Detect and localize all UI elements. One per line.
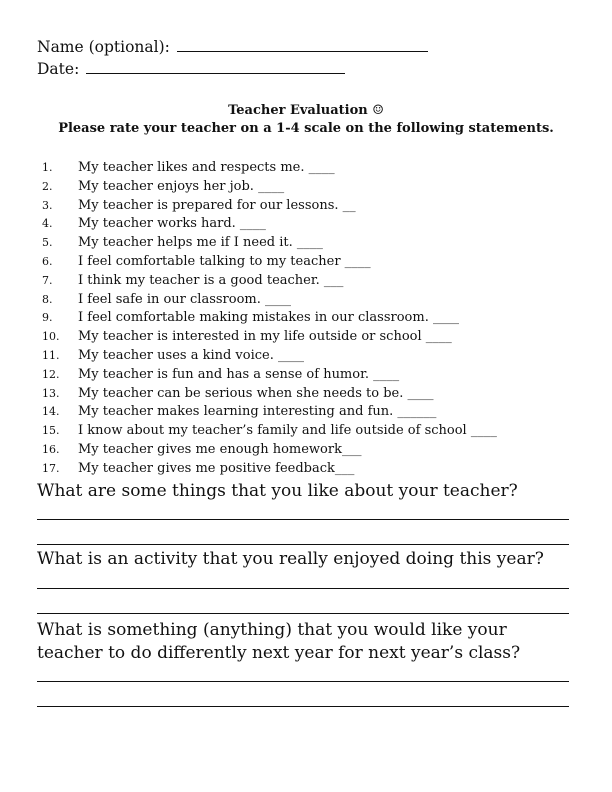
statement-text[interactable]: My teacher likes and respects me. ____ xyxy=(78,160,335,175)
statement-text[interactable]: My teacher is interested in my life outside or school ____ xyxy=(78,329,452,345)
statement-number: 14. xyxy=(42,405,60,419)
statement-text[interactable]: My teacher uses a kind voice. ____ xyxy=(78,347,305,363)
statement-text[interactable]: My teacher is prepared for our lessons. __ xyxy=(78,197,356,213)
question-like-about-teacher: What are some things that you like about your teacher? xyxy=(37,481,518,501)
question-do-differently: What is something (anything) that you would like your teacher to do differently next year for next year’s class? xyxy=(37,620,521,663)
statement-number: 15. xyxy=(42,424,60,438)
statement-text[interactable]: My teacher gives me enough homework___ xyxy=(78,441,362,457)
statement-text[interactable]: My teacher makes learning interesting and fun. ______ xyxy=(78,404,437,420)
statement-text[interactable]: My teacher works hard. ____ xyxy=(78,216,266,232)
statement-number: 8. xyxy=(42,292,53,306)
statement-text[interactable]: My teacher can be serious when she needs to be. ____ xyxy=(78,385,434,401)
statement-number: 7. xyxy=(42,273,53,287)
name-blank-line[interactable] xyxy=(177,39,428,52)
statement-number: 6. xyxy=(42,254,53,268)
statement-number: 1. xyxy=(42,161,53,174)
statement-number: 10. xyxy=(42,330,60,344)
statement-number: 9. xyxy=(42,311,53,325)
statement-text[interactable]: My teacher helps me if I need it. ____ xyxy=(78,235,323,251)
statement-text[interactable]: I feel comfortable making mistakes in our classroom. ____ xyxy=(78,310,459,326)
statement-number: 13. xyxy=(42,386,60,400)
statement-text[interactable]: My teacher gives me positive feedback___ xyxy=(78,460,355,476)
statement-number: 2. xyxy=(42,179,53,193)
answer-line[interactable] xyxy=(37,613,569,614)
answer-line[interactable] xyxy=(37,681,569,682)
statement-text[interactable]: I think my teacher is a good teacher. ___ xyxy=(78,272,344,288)
statement-text[interactable]: I know about my teacher’s family and life outside of school ____ xyxy=(78,423,497,439)
statement-number: 11. xyxy=(42,348,60,362)
statement-number: 3. xyxy=(42,198,53,212)
statement-text[interactable]: I feel comfortable talking to my teacher ____ xyxy=(78,253,371,269)
statement-text[interactable]: I feel safe in our classroom. ____ xyxy=(78,291,292,307)
statement-number: 17. xyxy=(42,461,60,475)
date-blank-line[interactable] xyxy=(86,61,345,74)
form-title: Teacher Evaluation ☺ xyxy=(228,103,384,118)
statement-number: 16. xyxy=(42,442,60,456)
date-field[interactable] xyxy=(37,60,345,78)
name-label: Name (optional): xyxy=(37,38,170,56)
answer-line[interactable] xyxy=(37,588,569,589)
question-enjoyed-activity: What is an activity that you really enjoyed doing this year? xyxy=(37,549,544,569)
statement-number: 5. xyxy=(42,236,53,250)
statement-number: 12. xyxy=(42,367,60,381)
form-instructions: Please rate your teacher on a 1-4 scale on the following statements. xyxy=(58,121,554,136)
name-field[interactable] xyxy=(37,38,428,56)
statement-text[interactable]: My teacher enjoys her job. ____ xyxy=(78,178,285,194)
answer-line[interactable] xyxy=(37,544,569,545)
date-label: Date: xyxy=(37,60,80,78)
answer-line[interactable] xyxy=(37,706,569,707)
answer-line[interactable] xyxy=(37,519,569,520)
statement-number: 4. xyxy=(42,217,53,231)
statement-text[interactable]: My teacher is fun and has a sense of humor. ____ xyxy=(78,366,400,382)
